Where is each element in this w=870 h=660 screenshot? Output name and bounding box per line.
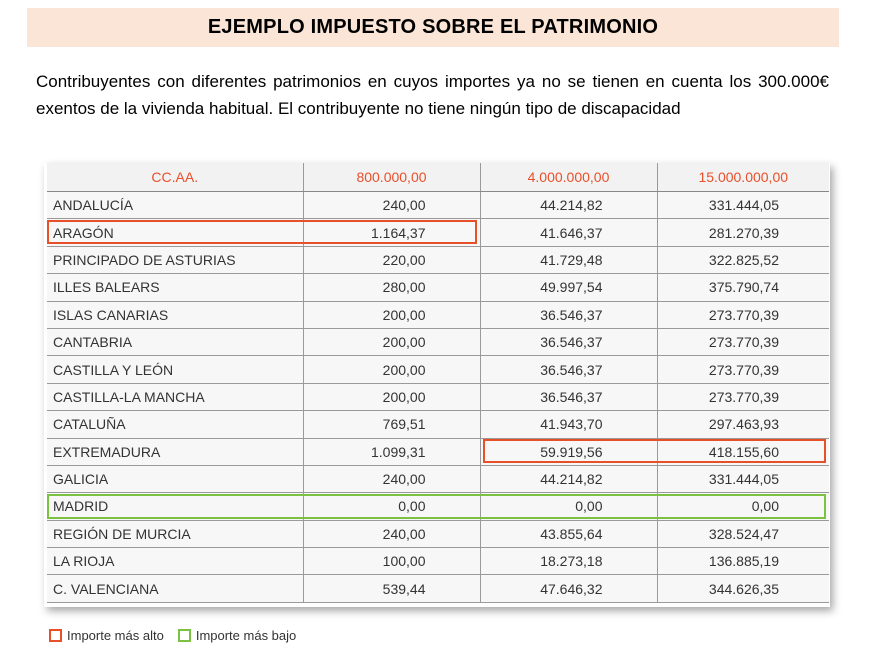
intro-paragraph: Contribuyentes con diferentes patrimonios en cuyos importes ya no se tienen en cuenta los 300.000€ exentos de la vivienda habitual. El contribuyente no tiene ningún tipo de discapacidad	[36, 72, 829, 118]
lowest-highlight-madrid	[47, 494, 826, 519]
cell-800k: 769,51	[303, 411, 480, 438]
cell-region: REGIÓN DE MURCIA	[47, 520, 303, 547]
table-row	[47, 465, 829, 492]
cell-region: ILLES BALEARS	[47, 274, 303, 301]
cell-region: LA RIOJA	[47, 548, 303, 575]
cell-15m: 273.770,39	[657, 301, 829, 328]
cell-800k: 200,00	[303, 383, 480, 410]
table-header-row	[47, 163, 829, 192]
cell-15m: 418.155,60	[657, 438, 829, 465]
cell-4m: 49.997,54	[480, 274, 657, 301]
cell-800k: 1.164,37	[303, 219, 480, 246]
cell-4m: 0,00	[480, 493, 657, 520]
cell-800k: 220,00	[303, 246, 480, 273]
cell-15m: 331.444,05	[657, 192, 829, 219]
legend-highest-swatch	[49, 629, 62, 642]
cell-15m: 0,00	[657, 493, 829, 520]
table-row	[47, 548, 829, 575]
table-row	[47, 356, 829, 383]
cell-4m: 44.214,82	[480, 192, 657, 219]
cell-800k: 280,00	[303, 274, 480, 301]
cell-region: C. VALENCIANA	[47, 575, 303, 602]
cell-800k: 200,00	[303, 328, 480, 355]
cell-region: ISLAS CANARIAS	[47, 301, 303, 328]
cell-4m: 36.546,37	[480, 301, 657, 328]
table-row	[47, 383, 829, 410]
cell-15m: 297.463,93	[657, 411, 829, 438]
cell-4m: 18.273,18	[480, 548, 657, 575]
cell-4m: 36.546,37	[480, 328, 657, 355]
cell-15m: 136.885,19	[657, 548, 829, 575]
cell-800k: 539,44	[303, 575, 480, 602]
cell-4m: 44.214,82	[480, 465, 657, 492]
cell-15m: 281.270,39	[657, 219, 829, 246]
cell-15m: 273.770,39	[657, 383, 829, 410]
cell-15m: 322.825,52	[657, 246, 829, 273]
column-header-4m: 4.000.000,00	[480, 163, 657, 192]
cell-region: PRINCIPADO DE ASTURIAS	[47, 246, 303, 273]
table-row	[47, 575, 829, 602]
cell-region: CANTABRIA	[47, 328, 303, 355]
page-title: EJEMPLO IMPUESTO SOBRE EL PATRIMONIO	[207, 16, 659, 38]
legend	[49, 628, 296, 643]
legend-lowest-swatch	[178, 629, 191, 642]
column-header-800k: 800.000,00	[303, 163, 480, 192]
cell-4m: 41.729,48	[480, 246, 657, 273]
highest-highlight-aragon	[47, 220, 477, 244]
cell-4m: 59.919,56	[480, 438, 657, 465]
cell-region: ANDALUCÍA	[47, 192, 303, 219]
tax-table-card	[44, 163, 830, 607]
cell-4m: 41.646,37	[480, 219, 657, 246]
cell-15m: 344.626,35	[657, 575, 829, 602]
cell-15m: 273.770,39	[657, 356, 829, 383]
cell-800k: 240,00	[303, 192, 480, 219]
table-row	[47, 301, 829, 328]
table-row	[47, 328, 829, 355]
cell-4m: 36.546,37	[480, 356, 657, 383]
table-row	[47, 246, 829, 273]
cell-800k: 200,00	[303, 301, 480, 328]
cell-region: CATALUÑA	[47, 411, 303, 438]
column-header-region: CC.AA.	[47, 163, 303, 192]
cell-15m: 328.524,47	[657, 520, 829, 547]
cell-15m: 375.790,74	[657, 274, 829, 301]
cell-800k: 0,00	[303, 493, 480, 520]
cell-region: EXTREMADURA	[47, 438, 303, 465]
title-band	[27, 8, 839, 47]
cell-800k: 200,00	[303, 356, 480, 383]
table-row	[47, 520, 829, 547]
cell-800k: 1.099,31	[303, 438, 480, 465]
cell-15m: 273.770,39	[657, 328, 829, 355]
cell-15m: 331.444,05	[657, 465, 829, 492]
table-row	[47, 411, 829, 438]
cell-4m: 43.855,64	[480, 520, 657, 547]
cell-region: MADRID	[47, 493, 303, 520]
highest-highlight-extremadura	[483, 439, 826, 463]
cell-region: CASTILLA-LA MANCHA	[47, 383, 303, 410]
cell-800k: 240,00	[303, 520, 480, 547]
cell-region: GALICIA	[47, 465, 303, 492]
cell-region: CASTILLA Y LEÓN	[47, 356, 303, 383]
cell-4m: 36.546,37	[480, 383, 657, 410]
table-row	[47, 192, 829, 219]
cell-region: ARAGÓN	[47, 219, 303, 246]
cell-4m: 41.943,70	[480, 411, 657, 438]
legend-highest-label: Importe más alto	[67, 628, 164, 643]
column-header-15m: 15.000.000,00	[657, 163, 829, 192]
legend-lowest-label: Importe más bajo	[195, 628, 297, 643]
cell-4m: 47.646,32	[480, 575, 657, 602]
table-row	[47, 274, 829, 301]
cell-800k: 240,00	[303, 465, 480, 492]
cell-800k: 100,00	[303, 548, 480, 575]
